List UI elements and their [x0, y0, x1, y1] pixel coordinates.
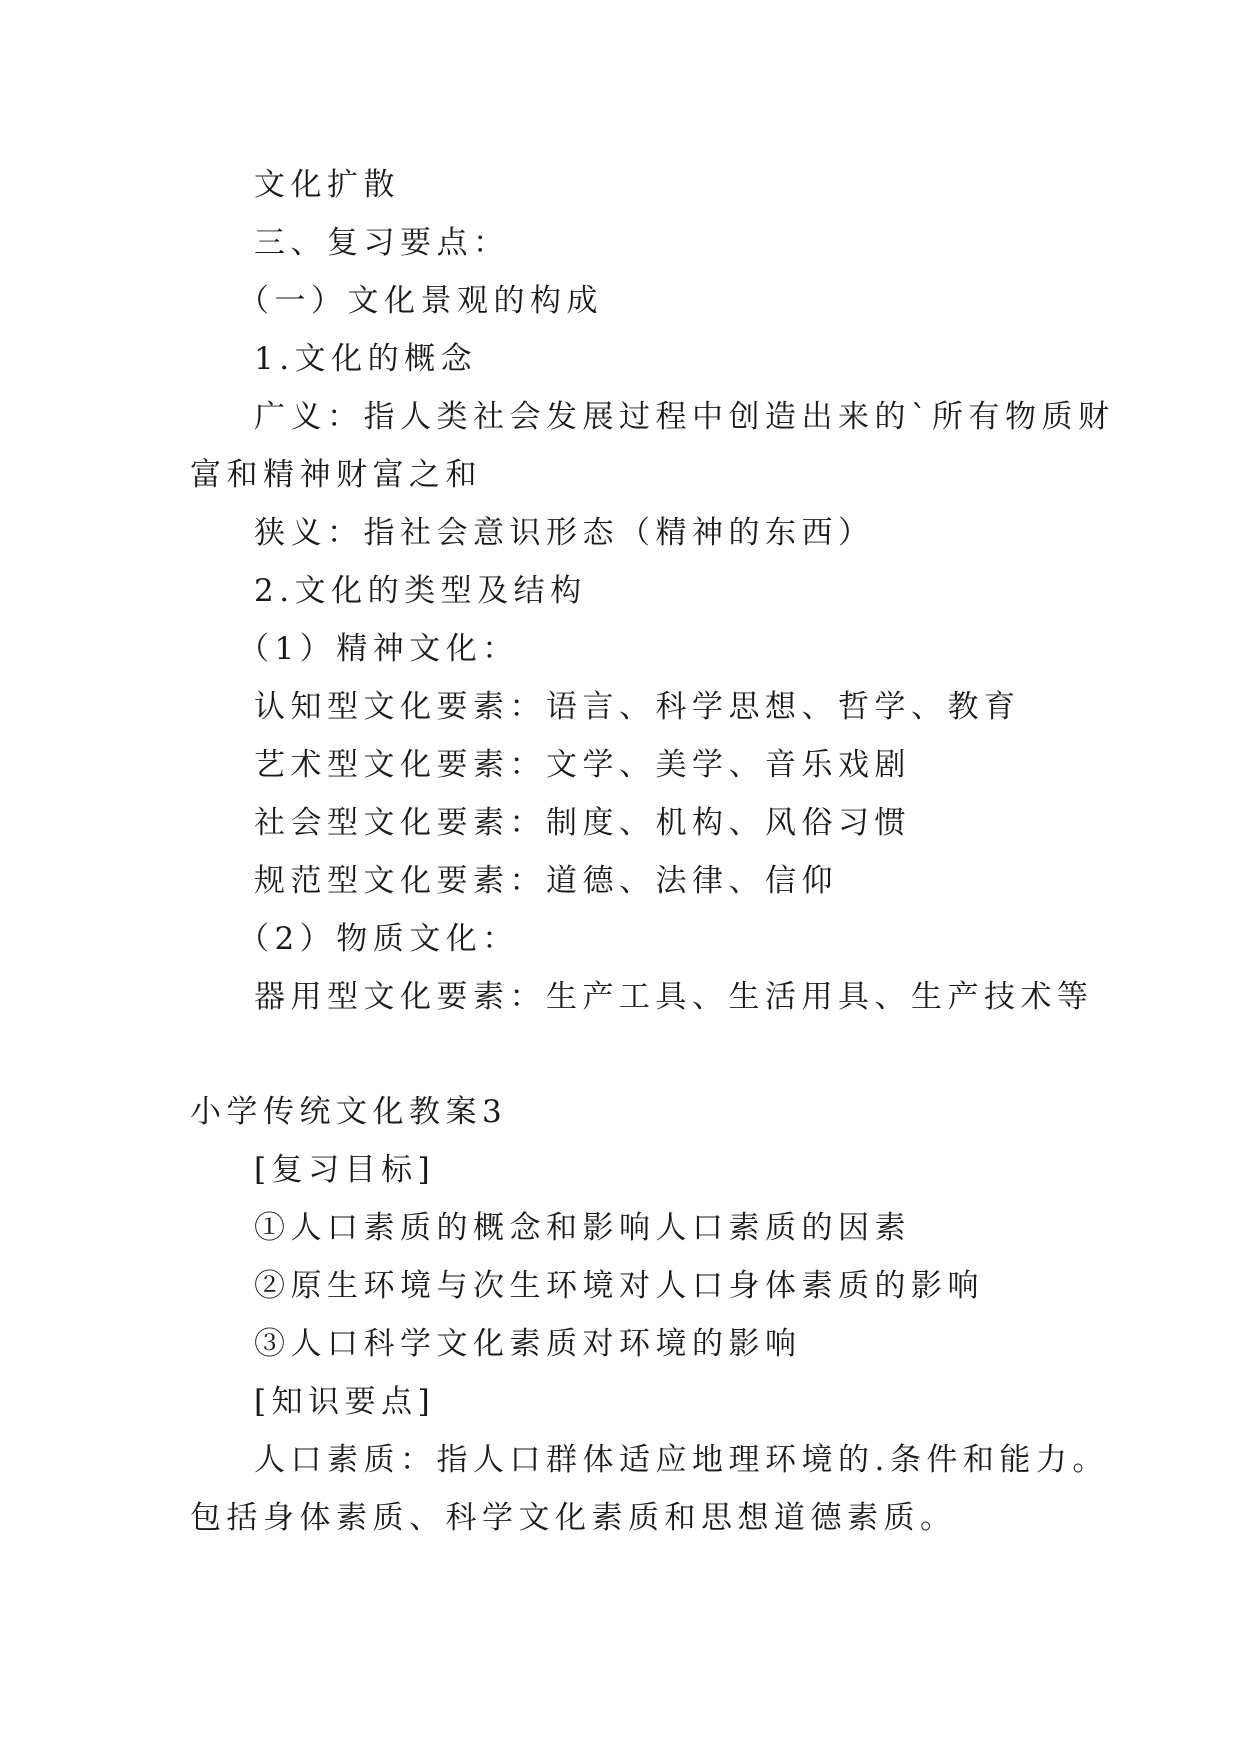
item-heading: 1.文化的概念 [254, 341, 478, 377]
bracket-heading: [复习目标] [254, 1152, 436, 1188]
paragraph-line: 认知型文化要素：语言、科学思想、哲学、教育 [254, 689, 1021, 725]
paragraph-line: 艺术型文化要素：文学、美学、音乐戏剧 [254, 747, 911, 783]
list-item: ③人口科学文化素质对环境的影响 [254, 1326, 802, 1362]
paragraph-line: 社会型文化要素：制度、机构、风俗习惯 [254, 805, 911, 841]
paragraph-line: 器用型文化要素：生产工具、生活用具、生产技术等 [254, 979, 1094, 1015]
section-heading: 三、复习要点： [254, 225, 510, 261]
paragraph-line: 广义：指人类社会发展过程中创造出来的`所有物质财 [254, 399, 1115, 435]
text-line: 文化扩散 [254, 167, 400, 203]
bracket-heading: [知识要点] [254, 1384, 436, 1420]
paragraph-line: 包括身体素质、科学文化素质和思想道德素质。 [190, 1500, 957, 1536]
item-heading: 2.文化的类型及结构 [254, 573, 587, 609]
subsection-heading: （一）文化景观的构成 [238, 283, 603, 319]
list-item: ①人口素质的概念和影响人口素质的因素 [254, 1210, 911, 1246]
paragraph-line: 人口素质：指人口群体适应地理环境的.条件和能力。 [254, 1442, 1109, 1478]
subitem-heading: （1）精神文化： [238, 631, 519, 667]
list-item: ②原生环境与次生环境对人口身体素质的影响 [254, 1268, 984, 1304]
paragraph-line: 狭义：指社会意识形态（精神的东西） [254, 515, 875, 551]
paragraph-line: 富和精神财富之和 [190, 457, 482, 493]
document-title: 小学传统文化教案3 [190, 1094, 508, 1130]
subitem-heading: （2）物质文化： [238, 921, 519, 957]
paragraph-line: 规范型文化要素：道德、法律、信仰 [254, 863, 838, 899]
